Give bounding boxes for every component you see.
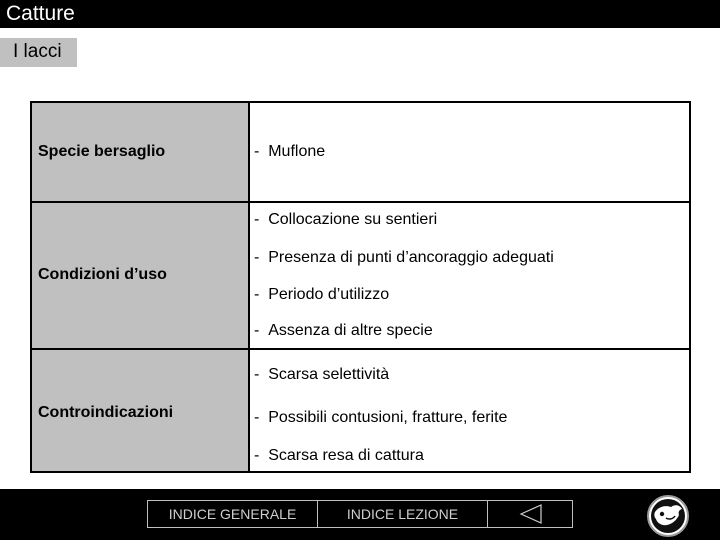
row-label-cell [32,203,250,348]
general-index-button[interactable] [147,500,318,528]
row-label: Condizioni d’uso [38,266,167,283]
list-item: - Muflone [254,143,326,160]
back-triangle-icon [488,501,572,527]
page-title: Catture [6,2,75,25]
row-label: Controindicazioni [38,404,174,421]
title-bar [0,0,720,28]
table-row [32,103,689,201]
info-table [30,101,691,473]
lesson-index-button[interactable] [317,500,488,528]
list-item: - Presenza di punti d’ancoraggio adeguati [254,249,554,266]
section-tab [0,38,77,67]
list-item: - Collocazione su sentieri [254,211,438,228]
list-item: - Assenza di altre specie [254,322,433,339]
lesson-index-label: INDICE LEZIONE [346,506,459,522]
wildlife-logo-icon[interactable] [646,494,690,538]
list-item: - Possibili contusioni, fratture, ferite [254,409,508,426]
list-item: - Scarsa selettività [254,366,390,383]
table-row [32,350,689,471]
general-index-label: INDICE GENERALE [168,506,297,522]
list-item: - Periodo d’utilizzo [254,286,390,303]
list-item: - Scarsa resa di cattura [254,447,424,464]
row-label-cell [32,103,250,201]
row-label-cell [32,350,250,471]
row-label: Specie bersaglio [38,143,166,160]
table-row [32,203,689,348]
section-label: I lacci [13,41,62,62]
back-button[interactable] [487,500,573,528]
